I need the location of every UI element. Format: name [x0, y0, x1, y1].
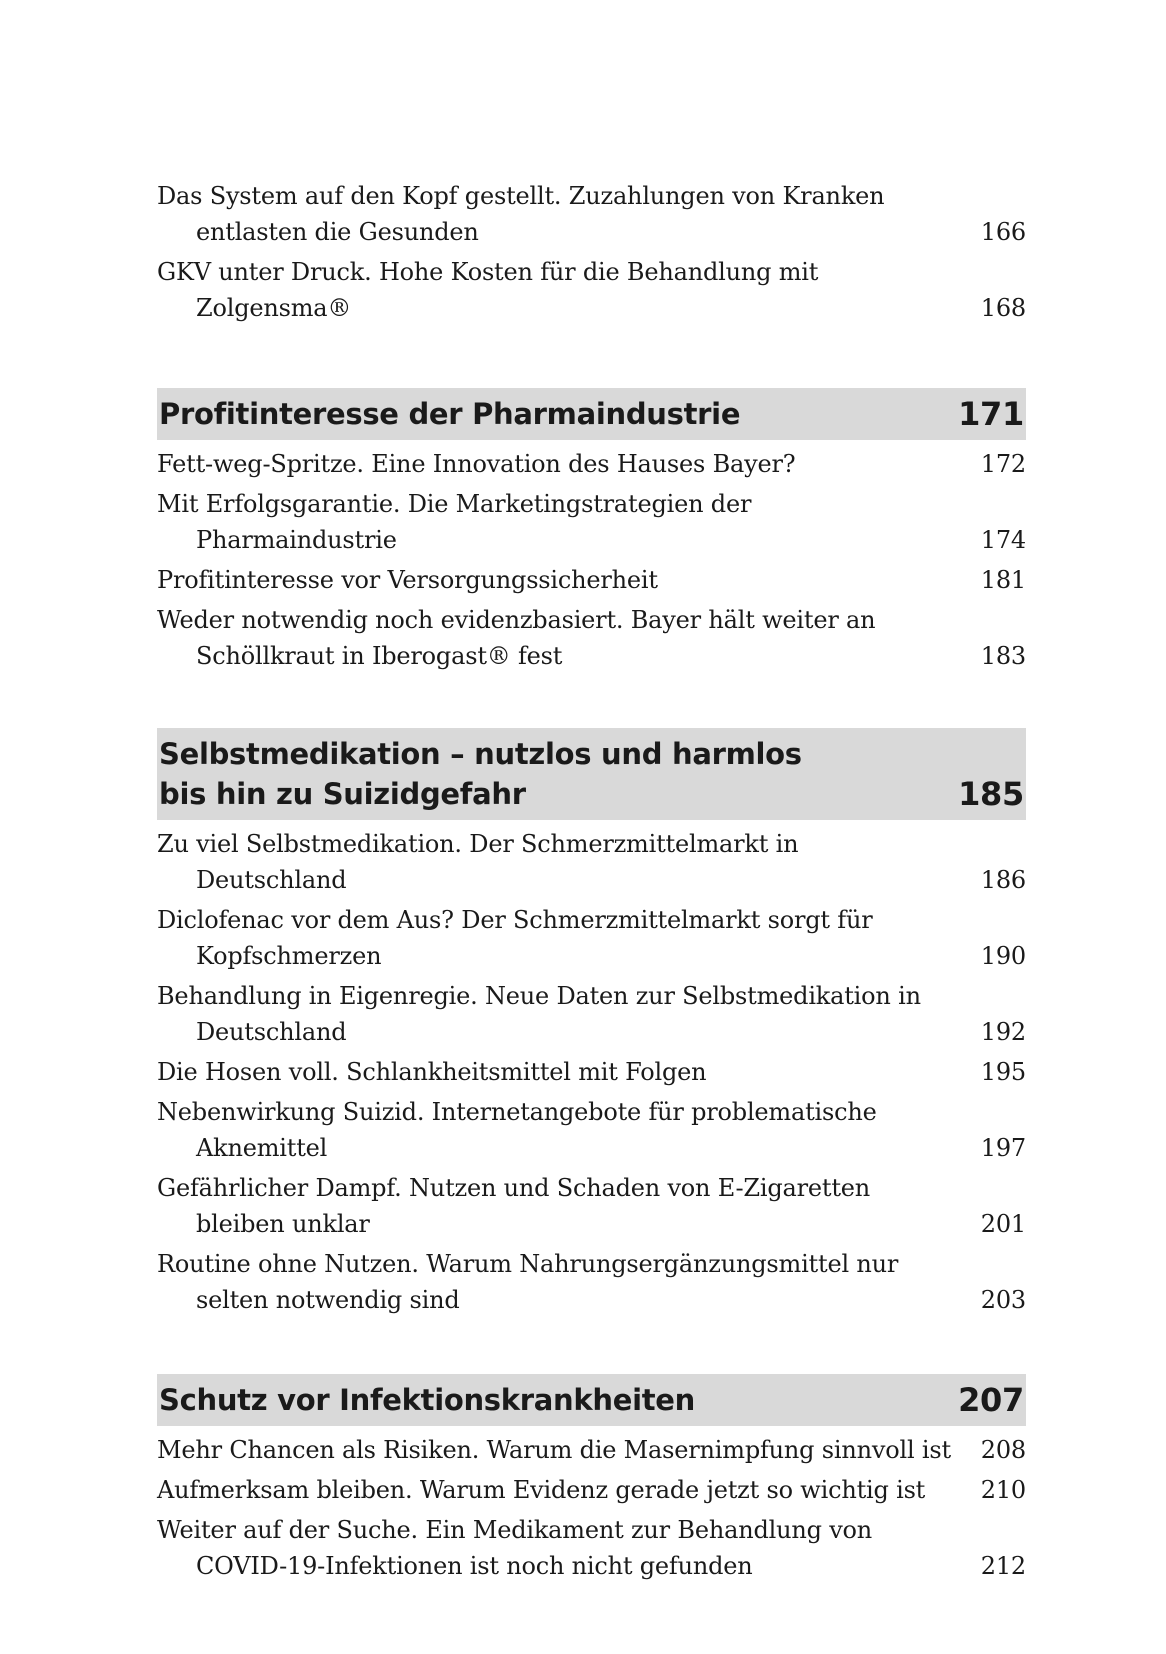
toc-entry-page: 208 — [980, 1436, 1026, 1464]
toc-entry-page: 183 — [980, 642, 1026, 670]
toc-entry-page: 172 — [980, 450, 1026, 478]
table-of-contents — [157, 178, 1026, 1588]
toc-entry-title: Fett-weg-Spritze. Eine Innovation des Hauses Bayer? — [157, 450, 796, 478]
toc-entry-page: 201 — [980, 1210, 1026, 1238]
toc-entry-page: 181 — [980, 566, 1026, 594]
toc-entry-title: Aufmerksam bleiben. Warum Evidenz gerade jetzt so wichtig ist — [157, 1476, 926, 1504]
toc-entry — [157, 602, 1026, 674]
toc-entry-page: 210 — [980, 1476, 1026, 1504]
toc-entry — [157, 178, 1026, 250]
section-title: Schutz vor Infektionskrankheiten — [159, 1383, 695, 1417]
toc-entry — [157, 1512, 1026, 1584]
toc-entry-page: 168 — [980, 294, 1026, 322]
section-title-line1: Selbstmedikation – nutzlos und harmlos — [159, 737, 802, 771]
toc-entry — [157, 1054, 1026, 1090]
toc-entry-title: Weiter auf der Suche. Ein Medikament zur Behandlung von COVID-19-Infektionen ist noch nicht gefunden — [157, 1516, 873, 1580]
section-title: Profitinteresse der Pharmaindustrie — [159, 397, 741, 431]
section-heading — [157, 728, 1026, 820]
toc-entry — [157, 978, 1026, 1050]
toc-entry-page: 195 — [980, 1058, 1026, 1086]
toc-entry — [157, 1472, 1026, 1508]
toc-entry — [157, 826, 1026, 898]
toc-entry-page: 212 — [980, 1552, 1026, 1580]
toc-entry — [157, 562, 1026, 598]
toc-entry-title: Diclofenac vor dem Aus? Der Schmerzmittelmarkt sorgt für Kopfschmerzen — [157, 906, 873, 970]
toc-entry-title: Routine ohne Nutzen. Warum Nahrungsergänzungsmittel nur selten notwendig sind — [157, 1250, 899, 1314]
toc-entry — [157, 254, 1026, 326]
toc-entry — [157, 1094, 1026, 1166]
toc-entry — [157, 1432, 1026, 1468]
toc-entry-page: 197 — [980, 1134, 1026, 1162]
toc-entry-page: 190 — [980, 942, 1026, 970]
toc-entry-page: 174 — [980, 526, 1026, 554]
toc-entry-title: Mehr Chancen als Risiken. Warum die Masernimpfung sinnvoll ist — [157, 1436, 951, 1464]
toc-entry-title: Die Hosen voll. Schlankheitsmittel mit Folgen — [157, 1058, 707, 1086]
toc-entry-page: 166 — [980, 218, 1026, 246]
toc-entry-title: Behandlung in Eigenregie. Neue Daten zur Selbstmedikation in Deutschland — [157, 982, 921, 1046]
toc-entry — [157, 902, 1026, 974]
toc-entry-title: Das System auf den Kopf gestellt. Zuzahlungen von Kranken entlasten die Gesunden — [157, 182, 885, 246]
toc-entry-page: 203 — [980, 1286, 1026, 1314]
toc-entry-title: Weder notwendig noch evidenzbasiert. Bayer hält weiter an Schöllkraut in Iberogast® fest — [157, 606, 876, 670]
toc-entry-title: Nebenwirkung Suizid. Internetangebote für problematische Aknemittel — [157, 1098, 877, 1162]
section-title-line2: bis hin zu Suizidgefahr — [159, 777, 526, 811]
section-page: 185 — [958, 775, 1024, 813]
toc-entry-page: 192 — [980, 1018, 1026, 1046]
toc-entry — [157, 446, 1026, 482]
section-heading — [157, 388, 1026, 440]
toc-entry-title: Profitinteresse vor Versorgungssicherheit — [157, 566, 658, 594]
toc-entry — [157, 1246, 1026, 1318]
toc-entry — [157, 486, 1026, 558]
toc-entry — [157, 1170, 1026, 1242]
section-page: 207 — [958, 1381, 1024, 1419]
section-page: 171 — [958, 395, 1024, 433]
toc-entry-title: Mit Erfolgsgarantie. Die Marketingstrategien der Pharmaindustrie — [157, 490, 752, 554]
toc-entry-title: Gefährlicher Dampf. Nutzen und Schaden von E-Zigaretten bleiben unklar — [157, 1174, 871, 1238]
toc-entry-title: GKV unter Druck. Hohe Kosten für die Behandlung mit Zolgensma® — [157, 258, 819, 322]
toc-entry-page: 186 — [980, 866, 1026, 894]
section-heading — [157, 1374, 1026, 1426]
toc-entry-title: Zu viel Selbstmedikation. Der Schmerzmittelmarkt in Deutschland — [157, 830, 799, 894]
